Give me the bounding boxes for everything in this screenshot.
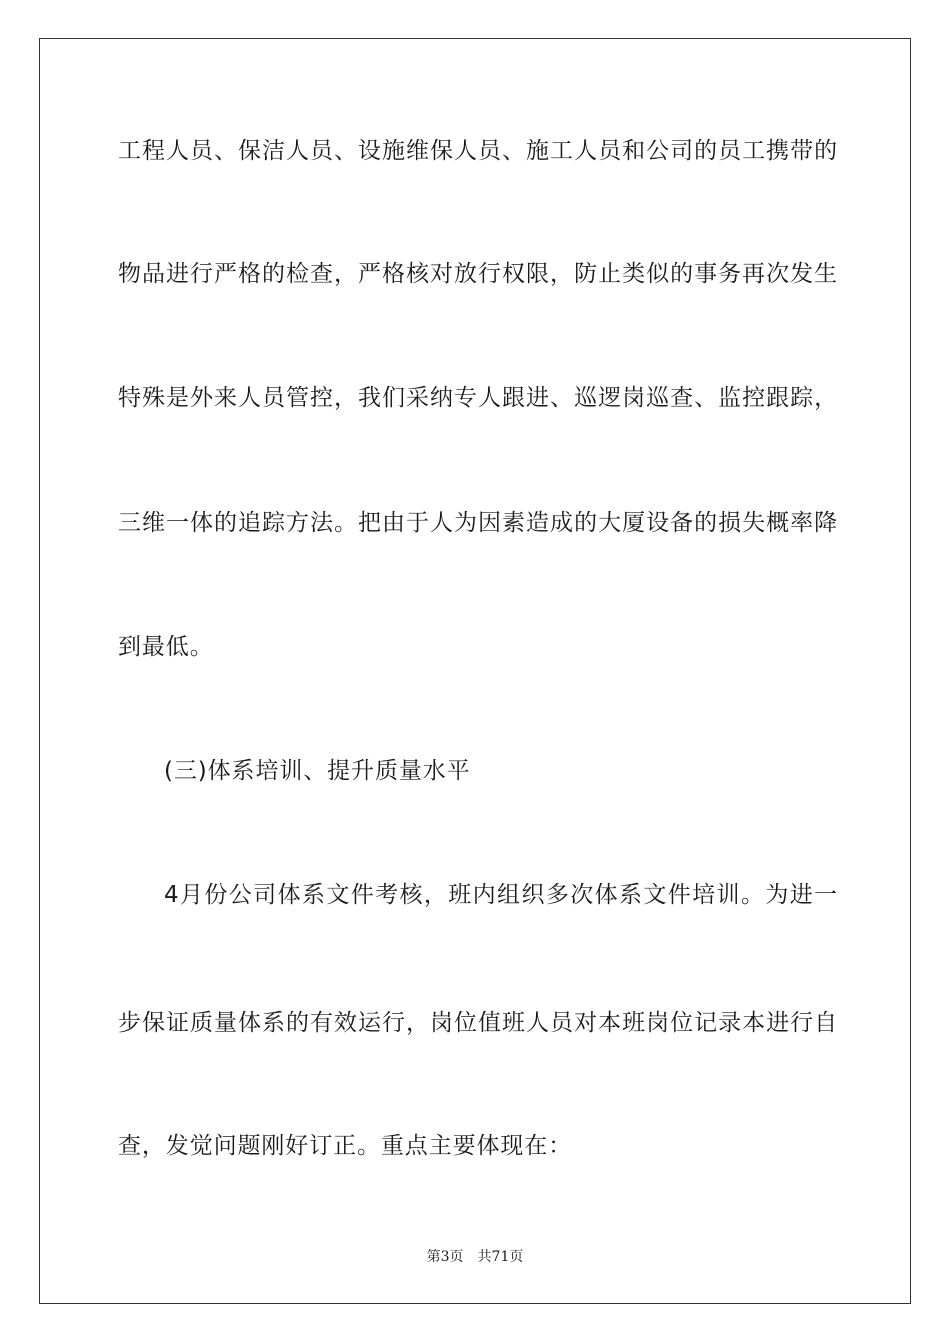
page-number: 第3页: [426, 1249, 464, 1265]
section-heading: (三)体系培训、提升质量水平: [164, 758, 471, 784]
text-line-3: 特殊是外来人员管控，我们采纳专人跟进、巡逻岗巡查、监控跟踪，: [118, 385, 838, 411]
text-line-7: 4月份公司体系文件考核，班内组织多次体系文件培训。为进一: [164, 882, 838, 908]
text-line-4: 三维一体的追踪方法。把由于人为因素造成的大厦设备的损失概率降: [118, 510, 838, 536]
page-footer: [0, 1247, 950, 1267]
page-total: 共71页: [477, 1249, 524, 1265]
text-line-9: 查，发觉问题刚好订正。重点主要体现在：: [118, 1133, 573, 1159]
text-line-8: 步保证质量体系的有效运行，岗位值班人员对本班岗位记录本进行自: [118, 1010, 838, 1036]
page-border: [39, 38, 911, 1304]
text-line-2: 物品进行严格的检查，严格核对放行权限，防止类似的事务再次发生: [118, 261, 838, 287]
text-line-1: 工程人员、保洁人员、设施维保人员、施工人员和公司的员工携带的: [118, 138, 838, 164]
text-line-5: 到最低。: [118, 634, 214, 660]
